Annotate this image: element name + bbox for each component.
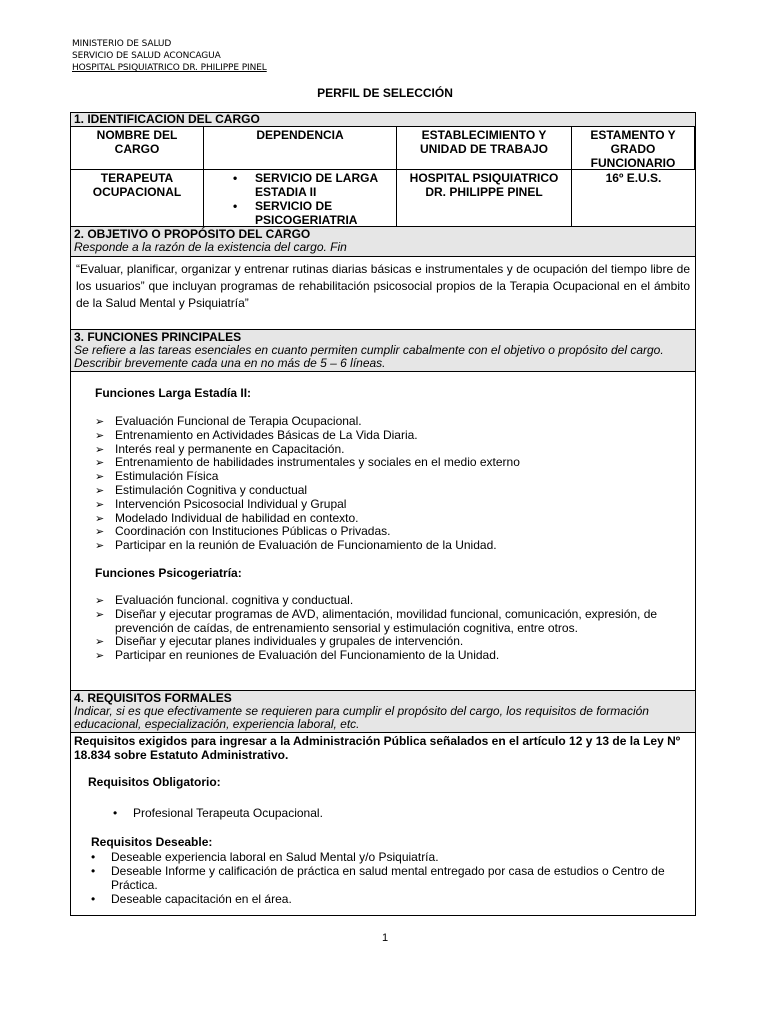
header-hospital: HOSPITAL PSIQUIATRICO DR. PHILIPPE PINEL <box>72 63 267 73</box>
list-item: ➢ Interés real y permanente en Capacitación. <box>95 443 695 457</box>
page-number: 1 <box>381 932 389 944</box>
list-item: ➢ Entrenamiento de habilidades instrumentales y sociales en el medio externo <box>95 456 695 470</box>
list-item: ➢ Evaluación Funcional de Terapia Ocupacional. <box>95 415 695 429</box>
list-item: • Profesional Terapeuta Ocupacional. <box>107 806 695 820</box>
group2-title: Funciones Psicogeriatría: <box>95 565 242 580</box>
list-item: • Deseable experiencia laboral en Salud Mental y/o Psiquiatría. <box>85 850 689 864</box>
cell-estamento: 16º E.U.S. <box>605 171 662 185</box>
list-item: • Deseable Informe y calificación de práctica en salud mental entregado por casa de estudios o Centro de Práctica. <box>85 864 689 892</box>
obligatory-title: Requisitos Obligatorio: <box>88 775 221 789</box>
list-item: ➢ Evaluación funcional. cognitiva y conductual. <box>95 594 689 608</box>
dependencia-item: • SERVICIO DE PSICOGERIATRIA <box>255 199 393 227</box>
section4-heading: 4. REQUISITOS FORMALES Indicar, si es que efectivamente se requieren para cumplir el propósito del cargo, los requisitos de formación educacional, especialización, experiencia laboral, etc. <box>71 691 695 733</box>
section1-heading: 1. IDENTIFICACION DEL CARGO <box>71 113 695 127</box>
cell-establecimiento: HOSPITAL PSIQUIATRICO DR. PHILIPPE PINEL <box>397 170 572 226</box>
list-item: ➢ Participar en la reunión de Evaluación de Funcionamiento de la Unidad. <box>95 539 695 553</box>
objective-text: “Evaluar, planificar, organizar y entrenar rutinas diarias básicas e instrumentales y de ocupación del tiempo libre de los usuarios” que incluyan programas de rehabilitación psicosocial propios de la Terapia Ocupacional en el ámbito de la Salud Mental y Psiquiatría” <box>76 262 690 310</box>
identification-table <box>71 127 695 226</box>
requirements-box <box>70 690 696 916</box>
list-item: ➢ Estimulación Cognitiva y conductual <box>95 484 695 498</box>
list-item: ➢ Diseñar y ejecutar programas de AVD, alimentación, movilidad funcional, comunicación, expresión, de prevención de caídas, de entrenamiento sensorial y estimulación cognitiva, entre otros. <box>95 608 689 636</box>
list-item: ➢ Diseñar y ejecutar planes individuales y grupales de intervención. <box>95 635 689 649</box>
section3-heading: 3. FUNCIONES PRINCIPALES Se refiere a las tareas esenciales en cuanto permiten cumplir cabalmente con el objetivo o propósito del cargo. Describir brevemente cada una en no más de 5 – 6 líneas. <box>71 330 695 372</box>
group1-list <box>95 415 695 553</box>
col-header-estamento: ESTAMENTO Y GRADO FUNCIONARIO <box>572 127 695 170</box>
list-item: ➢ Modelado Individual de habilidad en contexto. <box>95 512 695 526</box>
list-item: ➢ Intervención Psicosocial Individual y Grupal <box>95 498 695 512</box>
list-item: ➢ Participar en reuniones de Evaluación del Funcionamiento de la Unidad. <box>95 649 689 663</box>
list-item: ➢ Estimulación Física <box>95 470 695 484</box>
list-item: • Deseable capacitación en el área. <box>85 892 689 906</box>
dependencia-item: • SERVICIO DE LARGA ESTADIA II <box>255 171 393 199</box>
obligatory-list <box>71 806 695 820</box>
cell-dependencia <box>204 170 397 226</box>
header-service: SERVICIO DE SALUD ACONCAGUA <box>72 51 221 61</box>
group2-list <box>95 594 695 663</box>
document-title: PERFIL DE SELECCIÓN <box>317 86 453 100</box>
col-header-establecimiento: ESTABLECIMIENTO Y UNIDAD DE TRABAJO <box>397 127 572 170</box>
desirable-list <box>71 850 695 906</box>
list-item: ➢ Coordinación con Instituciones Públicas o Privadas. <box>95 525 695 539</box>
header-ministry: MINISTERIO DE SALUD <box>72 39 172 49</box>
list-item: ➢ Entrenamiento en Actividades Básicas de La Vida Diaria. <box>95 429 695 443</box>
cell-nombre: TERAPEUTA OCUPACIONAL <box>71 170 204 226</box>
functions-box <box>70 329 696 691</box>
group1-title: Funciones Larga Estadía II: <box>95 386 252 400</box>
institution-header <box>72 38 267 74</box>
section2-heading: 2. OBJETIVO O PROPÓSITO DEL CARGO Responde a la razón de la existencia del cargo. Fin <box>71 226 695 257</box>
desirable-title: Requisitos Deseable: <box>91 835 213 849</box>
identification-box <box>70 112 696 330</box>
col-header-dependencia: DEPENDENCIA <box>204 127 397 170</box>
col-header-nombre: NOMBRE DEL CARGO <box>71 127 204 170</box>
legal-requirements: Requisitos exigidos para ingresar a la Administración Pública señalados en el artículo 12 y 13 de la Ley Nº 18.834 sobre Estatuto Administrativo. <box>74 734 681 762</box>
